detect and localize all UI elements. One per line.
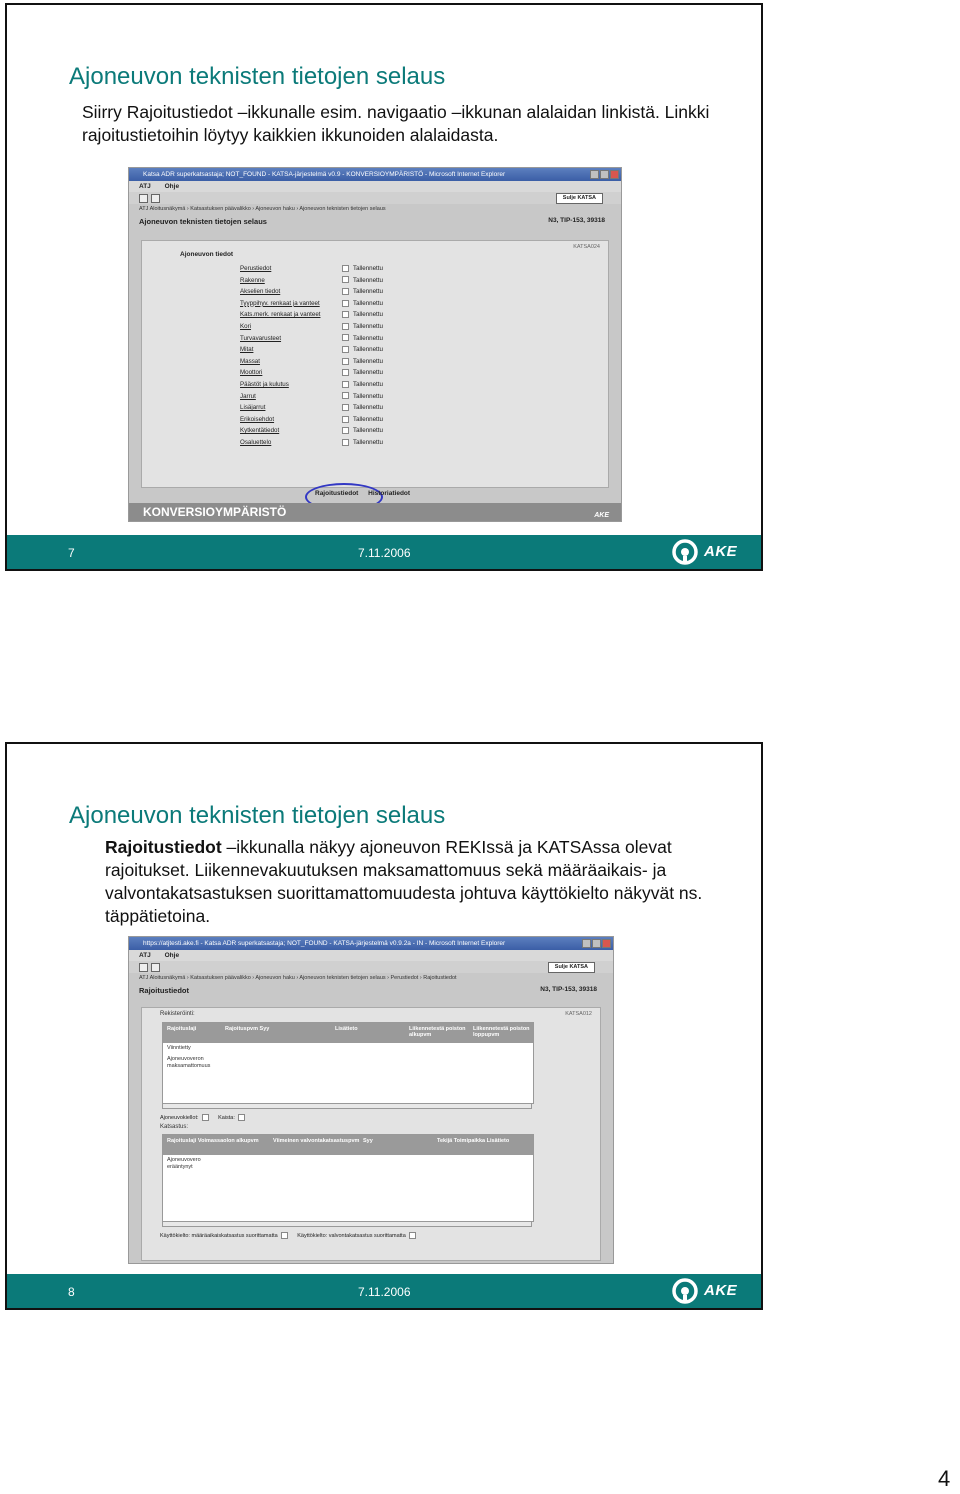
status-tallennettu: Tallennettu	[342, 414, 383, 426]
link-rajoitustiedot: Rajoitustiedot	[315, 490, 359, 497]
screenshot-katsa-restrictions	[128, 936, 614, 1264]
status-list	[342, 263, 383, 449]
grid-row: Ajoneuvovero erääntynyt	[167, 1157, 201, 1170]
grid-header	[163, 1023, 533, 1043]
menu-ohje: Ohje	[164, 952, 180, 959]
vehicle-data-link: Tyyppihyv. renkaat ja vanteet	[240, 299, 320, 307]
slide-8	[5, 742, 763, 1310]
restrictions-panel	[141, 1007, 601, 1261]
vehicle-data-link: Massat	[240, 357, 260, 365]
grid-row: Viinntietty	[167, 1045, 191, 1051]
screenshot-katsa-technical-data	[128, 167, 622, 522]
close-icon	[610, 170, 619, 179]
col-voimassaolo: Rajoituslaji Voimassaolon alkupvm	[167, 1138, 259, 1144]
ake-logo	[671, 1277, 751, 1305]
minimize-icon	[582, 939, 591, 948]
back-icon	[139, 963, 148, 972]
forward-icon	[151, 194, 160, 203]
menubar	[129, 950, 613, 961]
ake-wheel-icon	[671, 538, 701, 566]
logo-text: AKE	[704, 543, 738, 560]
maximize-icon	[592, 939, 601, 948]
vehicle-data-link: Turvavarusteet	[240, 334, 282, 342]
status-tallennettu: Tallennettu	[342, 275, 383, 287]
vehicle-data-link: Päästöt ja kulutus	[240, 380, 289, 388]
forward-icon	[151, 963, 160, 972]
close-icon	[602, 939, 611, 948]
usage-bans	[160, 1232, 424, 1239]
col-rajoituspvm: Rajoituspvm Syy	[225, 1026, 270, 1032]
status-tallennettu: Tallennettu	[342, 379, 383, 391]
slide-body	[105, 836, 725, 928]
logo-text: AKE	[704, 1282, 738, 1299]
vehicle-data-link: Moottori	[240, 369, 263, 377]
inspection-label: Katsastus:	[160, 1124, 189, 1130]
vehicle-id: N3, TIP-153, 39318	[548, 217, 605, 224]
slide-number: 8	[68, 1285, 75, 1299]
bans-label: Ajoneuvokiellot:	[160, 1115, 209, 1121]
vehicle-data-link: Kytkentätiedot	[240, 427, 280, 435]
vehicle-bans	[160, 1114, 253, 1121]
page-number: 4	[938, 1466, 951, 1491]
grid-row: Ajoneuvoveron maksamattomuus	[167, 1056, 211, 1069]
ake-wheel-icon	[671, 1277, 701, 1305]
status-tallennettu: Tallennettu	[342, 391, 383, 403]
page-heading	[129, 217, 621, 229]
col-syy: Syy	[363, 1138, 373, 1144]
page-heading	[129, 986, 613, 998]
close-katsa-button: Sulje KATSA	[556, 193, 603, 204]
minimize-icon	[590, 170, 599, 179]
form-code: KATSA024	[573, 244, 600, 250]
page-heading-text: Ajoneuvon teknisten tietojen selaus	[139, 217, 267, 226]
window-buttons	[589, 170, 619, 184]
slide-title: Ajoneuvon teknisten tietojen selaus	[69, 802, 446, 829]
window-title: Katsa ADR superkatsastaja; NOT_FOUND - KATSA-järjestelmä v0.9 - KONVERSIOYMPÄRISTÖ - Microsoft Internet Explorer	[143, 171, 506, 178]
status-tallennettu: Tallennettu	[342, 356, 383, 368]
environment-label: KONVERSIOYMPÄRISTÖ	[143, 505, 287, 519]
horizontal-scrollbar	[162, 1221, 532, 1227]
status-tallennettu: Tallennettu	[342, 286, 383, 298]
window-titlebar	[129, 168, 621, 181]
vehicle-data-link: Akselien tiedot	[240, 288, 281, 296]
slide-date: 7.11.2006	[358, 1285, 411, 1299]
status-tallennettu: Tallennettu	[342, 402, 383, 414]
status-tallennettu: Tallennettu	[342, 333, 383, 345]
window-buttons	[581, 939, 611, 953]
window-titlebar	[129, 937, 613, 950]
col-poisto-loppu: Liikennetestä poiston loppupvm	[473, 1026, 530, 1038]
menu-atj: ATJ	[139, 952, 151, 959]
vehicle-data-link: Erikoisehdot	[240, 415, 275, 423]
status-tallennettu: Tallennettu	[342, 309, 383, 321]
registration-label: Rekisteröinti:	[160, 1011, 195, 1017]
menubar	[129, 181, 621, 192]
vehicle-data-link: Osaluettelo	[240, 438, 272, 446]
status-tallennettu: Tallennettu	[342, 437, 383, 449]
slide-body: Siirry Rajoitustiedot –ikkunalle esim. navigaatio –ikkunan alalaidan linkistä. Linkki rajoitustietoihin löytyy kaikkien ikkunoiden alalaidasta.	[82, 102, 710, 145]
ake-logo	[671, 538, 751, 566]
status-tallennettu: Tallennettu	[342, 344, 383, 356]
body-text: –ikkunalla näkyy ajoneuvon REKIssä ja KATSAssa olevat rajoitukset. Liikennevakuutuksen maksamattomuus sekä määräaikais- ja valvontakatsastuksen suorittamattomuudesta johtuva käyttökielto näkyvät ns. täppätietoina.	[105, 837, 703, 926]
inspection-grid	[162, 1134, 534, 1222]
check-kaista: Kaista:	[218, 1115, 245, 1121]
form-code: KATSA012	[565, 1011, 592, 1017]
back-icon	[139, 194, 148, 203]
slide-date: 7.11.2006	[358, 546, 411, 560]
environment-banner	[129, 503, 621, 521]
col-rajoituslaji: Rajoituslaji	[167, 1026, 197, 1032]
breadcrumb: ATJ Aloitusnäkymä › Katsastuksen päävalikko › Ajoneuvon haku › Ajoneuvon teknisten tietojen selaus	[139, 206, 386, 212]
vehicle-data-link: Kats.merk. renkaat ja vanteet	[240, 311, 321, 319]
menu-ohje: Ohje	[164, 183, 180, 190]
menu-atj: ATJ	[139, 183, 151, 190]
vehicle-data-link: Perustiedot	[240, 265, 272, 272]
vehicle-id: N3, TIP-153, 39318	[540, 986, 597, 993]
vehicle-data-links	[240, 263, 320, 449]
slide-footer	[7, 1274, 761, 1308]
status-tallennettu: Tallennettu	[342, 321, 383, 333]
status-tallennettu: Tallennettu	[342, 425, 383, 437]
vehicle-data-link: Lisäjarrut	[240, 404, 266, 412]
col-valvontakatsastus: Viimeinen valvontakatsastuspvm	[273, 1138, 360, 1144]
status-tallennettu: Tallennettu	[342, 298, 383, 310]
vehicle-data-link: Mitat	[240, 346, 254, 354]
slide-title: Ajoneuvon teknisten tietojen selaus	[69, 63, 446, 90]
registration-grid	[162, 1022, 534, 1104]
slide-number: 7	[68, 546, 75, 560]
col-tekija: Tekijä Toimipaikka Lisätieto	[437, 1138, 510, 1144]
grid-header	[163, 1135, 533, 1155]
page-heading-text: Rajoitustiedot	[139, 986, 189, 995]
vehicle-data-link: Rakenne	[240, 276, 265, 284]
check-maaraaikais: Käyttökielto: määräaikaiskatsastus suorittamatta	[160, 1233, 288, 1239]
col-lisatieto: Lisätieto	[335, 1026, 358, 1032]
link-historiatiedot: Historiatiedot	[368, 490, 411, 497]
vehicle-data-link: Kori	[240, 322, 252, 330]
window-title: https://atjtesti.ake.fi - Katsa ADR superkatsastaja; NOT_FOUND - KATSA-järjestelmä v0.9.2a - IN - Microsoft Internet Explorer	[143, 940, 506, 947]
slide-7	[5, 3, 763, 571]
status-tallennettu: Tallennettu	[342, 263, 383, 275]
status-tallennettu: Tallennettu	[342, 367, 383, 379]
bottom-links	[315, 490, 418, 497]
toolbar	[129, 192, 621, 204]
check-valvonta: Käyttökielto: valvontakatsastus suorittamatta	[297, 1233, 416, 1239]
close-katsa-button: Sulje KATSA	[548, 962, 595, 973]
body-bold-term: Rajoitustiedot	[105, 837, 222, 857]
breadcrumb: ATJ Aloitusnäkymä › Katsastuksen päävalikko › Ajoneuvon haku › Ajoneuvon teknisten tietojen selaus › Perustiedot › Rajoitustiedot	[139, 975, 457, 981]
maximize-icon	[600, 170, 609, 179]
horizontal-scrollbar	[162, 1103, 532, 1109]
slide-footer	[7, 535, 761, 569]
panel-heading: Ajoneuvon tiedot	[180, 251, 234, 258]
toolbar	[129, 961, 613, 973]
vehicle-data-link: Jarrut	[240, 392, 256, 400]
mini-ake-logo: AKE	[594, 512, 609, 519]
vehicle-data-panel	[141, 240, 609, 488]
col-poisto-alku: Liikennetestä poiston alkupvm	[409, 1026, 466, 1038]
